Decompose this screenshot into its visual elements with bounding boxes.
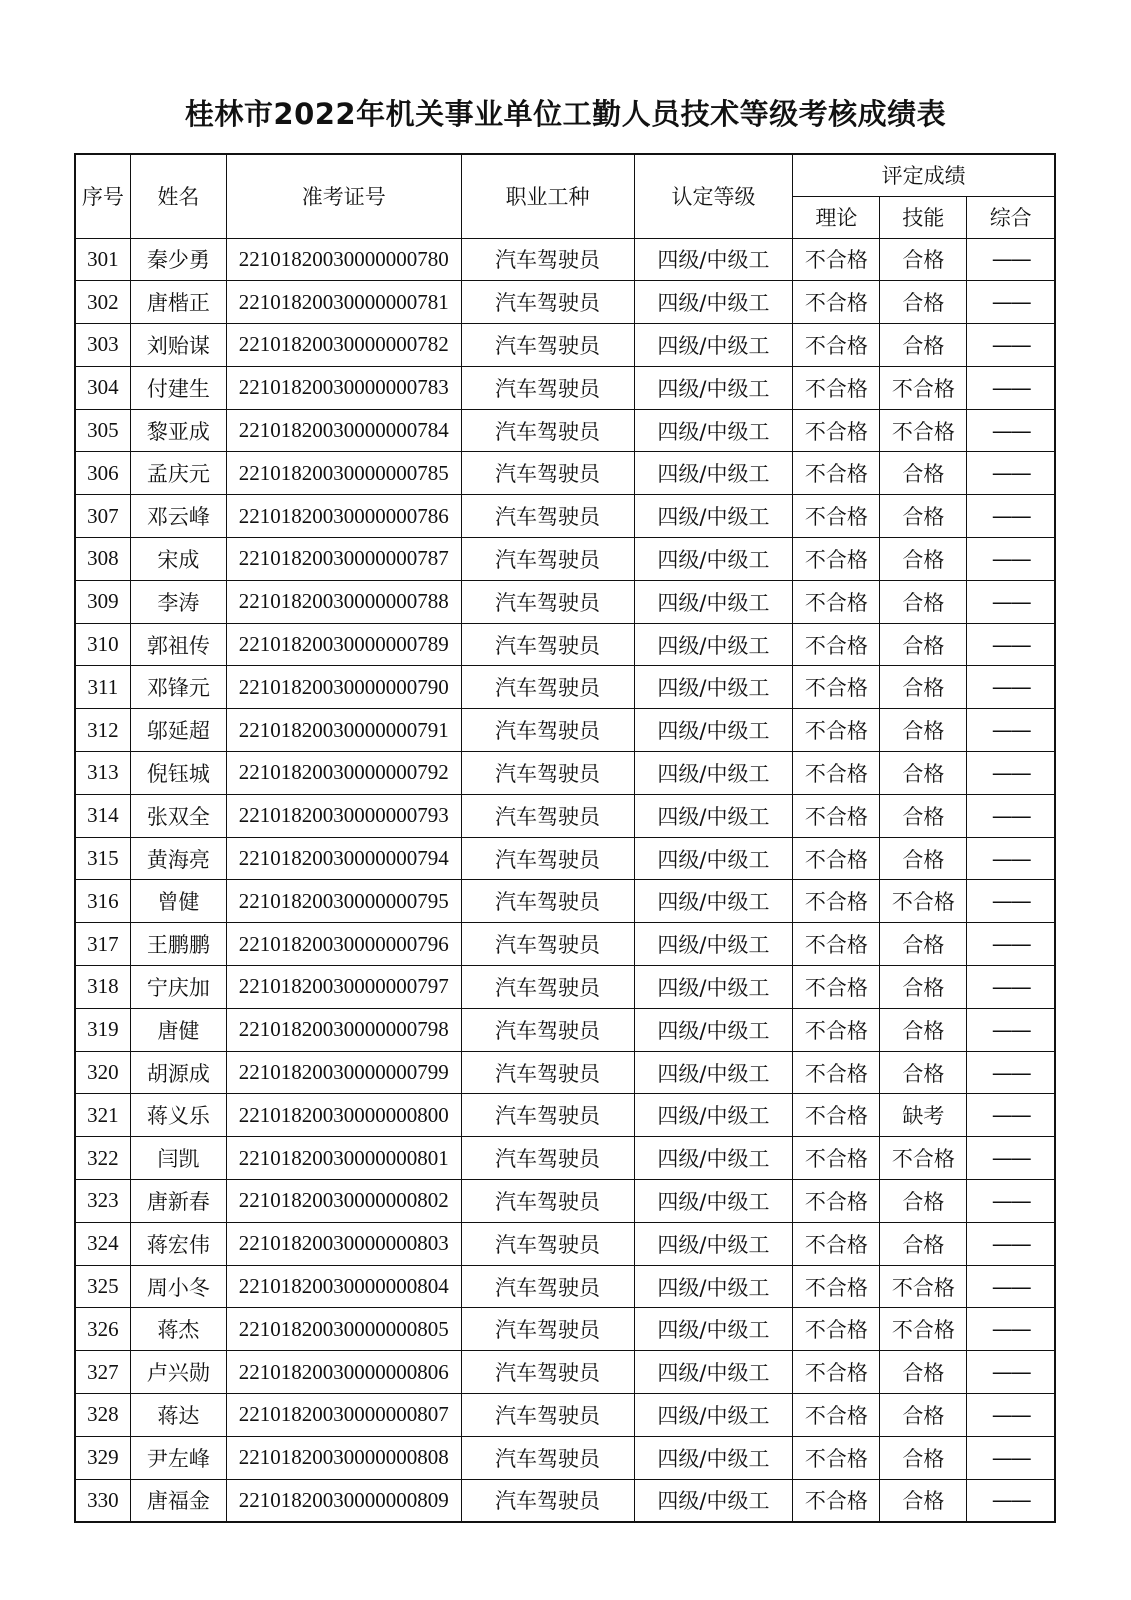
cell-theory: 不合格 bbox=[793, 538, 880, 581]
table-row bbox=[75, 409, 1055, 452]
cell-level: 四级/中级工 bbox=[634, 709, 793, 752]
table-row bbox=[75, 1180, 1055, 1223]
table-row bbox=[75, 1094, 1055, 1137]
cell-seq: 308 bbox=[75, 538, 130, 581]
cell-seq: 316 bbox=[75, 880, 130, 923]
table-row bbox=[75, 1222, 1055, 1265]
table-row bbox=[75, 1008, 1055, 1051]
cell-name: 宋成 bbox=[130, 538, 226, 581]
cell-level: 四级/中级工 bbox=[634, 923, 793, 966]
cell-skill: 合格 bbox=[880, 1479, 967, 1522]
table-row bbox=[75, 752, 1055, 795]
cell-occupation: 汽车驾驶员 bbox=[461, 966, 634, 1009]
cell-theory: 不合格 bbox=[793, 923, 880, 966]
cell-level: 四级/中级工 bbox=[634, 666, 793, 709]
cell-name: 秦少勇 bbox=[130, 238, 226, 281]
cell-occupation: 汽车驾驶员 bbox=[461, 366, 634, 409]
header-occupation: 职业工种 bbox=[461, 154, 634, 238]
cell-theory: 不合格 bbox=[793, 409, 880, 452]
cell-skill: 合格 bbox=[880, 837, 967, 880]
cell-skill: 合格 bbox=[880, 238, 967, 281]
cell-skill: 不合格 bbox=[880, 1265, 967, 1308]
cell-overall: —— bbox=[967, 580, 1055, 623]
table-row bbox=[75, 580, 1055, 623]
table-row bbox=[75, 1137, 1055, 1180]
cell-occupation: 汽车驾驶员 bbox=[461, 623, 634, 666]
cell-overall: —— bbox=[967, 1051, 1055, 1094]
cell-occupation: 汽车驾驶员 bbox=[461, 837, 634, 880]
cell-seq: 314 bbox=[75, 794, 130, 837]
cell-occupation: 汽车驾驶员 bbox=[461, 1094, 634, 1137]
cell-overall: —— bbox=[967, 1351, 1055, 1394]
cell-ticket: 22101820030000000798 bbox=[227, 1008, 462, 1051]
header-score-group: 评定成绩 bbox=[793, 154, 1055, 196]
cell-overall: —— bbox=[967, 1137, 1055, 1180]
cell-ticket: 22101820030000000800 bbox=[227, 1094, 462, 1137]
cell-overall: —— bbox=[967, 1008, 1055, 1051]
table-row bbox=[75, 837, 1055, 880]
cell-skill: 合格 bbox=[880, 452, 967, 495]
cell-skill: 不合格 bbox=[880, 409, 967, 452]
cell-ticket: 22101820030000000801 bbox=[227, 1137, 462, 1180]
cell-name: 蒋宏伟 bbox=[130, 1222, 226, 1265]
cell-name: 唐楷正 bbox=[130, 281, 226, 324]
cell-occupation: 汽车驾驶员 bbox=[461, 1479, 634, 1522]
cell-name: 郭祖传 bbox=[130, 623, 226, 666]
cell-level: 四级/中级工 bbox=[634, 1436, 793, 1479]
cell-ticket: 22101820030000000790 bbox=[227, 666, 462, 709]
cell-skill: 合格 bbox=[880, 709, 967, 752]
cell-skill: 合格 bbox=[880, 623, 967, 666]
cell-occupation: 汽车驾驶员 bbox=[461, 1394, 634, 1437]
cell-skill: 不合格 bbox=[880, 880, 967, 923]
cell-occupation: 汽车驾驶员 bbox=[461, 666, 634, 709]
cell-seq: 328 bbox=[75, 1394, 130, 1437]
cell-name: 唐健 bbox=[130, 1008, 226, 1051]
cell-theory: 不合格 bbox=[793, 1351, 880, 1394]
cell-ticket: 22101820030000000795 bbox=[227, 880, 462, 923]
header-theory: 理论 bbox=[793, 196, 880, 238]
table-row bbox=[75, 1479, 1055, 1522]
cell-seq: 315 bbox=[75, 837, 130, 880]
cell-seq: 312 bbox=[75, 709, 130, 752]
cell-overall: —— bbox=[967, 623, 1055, 666]
cell-name: 倪钰城 bbox=[130, 752, 226, 795]
cell-theory: 不合格 bbox=[793, 1008, 880, 1051]
cell-seq: 318 bbox=[75, 966, 130, 1009]
cell-level: 四级/中级工 bbox=[634, 1265, 793, 1308]
cell-theory: 不合格 bbox=[793, 1180, 880, 1223]
cell-seq: 325 bbox=[75, 1265, 130, 1308]
cell-skill: 缺考 bbox=[880, 1094, 967, 1137]
cell-ticket: 22101820030000000794 bbox=[227, 837, 462, 880]
cell-name: 黄海亮 bbox=[130, 837, 226, 880]
cell-seq: 301 bbox=[75, 238, 130, 281]
cell-overall: —— bbox=[967, 752, 1055, 795]
cell-theory: 不合格 bbox=[793, 1137, 880, 1180]
cell-ticket: 22101820030000000808 bbox=[227, 1436, 462, 1479]
cell-seq: 320 bbox=[75, 1051, 130, 1094]
table-row bbox=[75, 1051, 1055, 1094]
cell-theory: 不合格 bbox=[793, 794, 880, 837]
cell-level: 四级/中级工 bbox=[634, 1008, 793, 1051]
cell-theory: 不合格 bbox=[793, 1265, 880, 1308]
cell-skill: 合格 bbox=[880, 1436, 967, 1479]
cell-ticket: 22101820030000000804 bbox=[227, 1265, 462, 1308]
cell-occupation: 汽车驾驶员 bbox=[461, 1436, 634, 1479]
cell-overall: —— bbox=[967, 709, 1055, 752]
cell-overall: —— bbox=[967, 1394, 1055, 1437]
cell-skill: 合格 bbox=[880, 1222, 967, 1265]
cell-occupation: 汽车驾驶员 bbox=[461, 452, 634, 495]
cell-skill: 合格 bbox=[880, 1008, 967, 1051]
cell-ticket: 22101820030000000807 bbox=[227, 1394, 462, 1437]
cell-seq: 319 bbox=[75, 1008, 130, 1051]
cell-overall: —— bbox=[967, 966, 1055, 1009]
cell-seq: 323 bbox=[75, 1180, 130, 1223]
cell-seq: 309 bbox=[75, 580, 130, 623]
cell-theory: 不合格 bbox=[793, 1051, 880, 1094]
cell-overall: —— bbox=[967, 1265, 1055, 1308]
cell-ticket: 22101820030000000789 bbox=[227, 623, 462, 666]
table-row bbox=[75, 452, 1055, 495]
table-row bbox=[75, 1436, 1055, 1479]
cell-name: 蒋杰 bbox=[130, 1308, 226, 1351]
table-row bbox=[75, 366, 1055, 409]
cell-ticket: 22101820030000000788 bbox=[227, 580, 462, 623]
cell-level: 四级/中级工 bbox=[634, 238, 793, 281]
cell-ticket: 22101820030000000781 bbox=[227, 281, 462, 324]
cell-skill: 合格 bbox=[880, 495, 967, 538]
cell-skill: 合格 bbox=[880, 1051, 967, 1094]
cell-skill: 合格 bbox=[880, 752, 967, 795]
cell-overall: —— bbox=[967, 538, 1055, 581]
cell-overall: —— bbox=[967, 880, 1055, 923]
cell-skill: 合格 bbox=[880, 966, 967, 1009]
cell-theory: 不合格 bbox=[793, 1308, 880, 1351]
cell-name: 闫凯 bbox=[130, 1137, 226, 1180]
table-row bbox=[75, 923, 1055, 966]
cell-ticket: 22101820030000000786 bbox=[227, 495, 462, 538]
cell-skill: 合格 bbox=[880, 324, 967, 367]
cell-seq: 305 bbox=[75, 409, 130, 452]
cell-seq: 304 bbox=[75, 366, 130, 409]
cell-level: 四级/中级工 bbox=[634, 1479, 793, 1522]
cell-ticket: 22101820030000000785 bbox=[227, 452, 462, 495]
table-row bbox=[75, 1265, 1055, 1308]
cell-overall: —— bbox=[967, 1436, 1055, 1479]
cell-name: 胡源成 bbox=[130, 1051, 226, 1094]
cell-ticket: 22101820030000000805 bbox=[227, 1308, 462, 1351]
cell-skill: 合格 bbox=[880, 281, 967, 324]
cell-ticket: 22101820030000000803 bbox=[227, 1222, 462, 1265]
table-row bbox=[75, 794, 1055, 837]
cell-level: 四级/中级工 bbox=[634, 580, 793, 623]
header-overall: 综合 bbox=[967, 196, 1055, 238]
cell-name: 邓云峰 bbox=[130, 495, 226, 538]
cell-name: 尹左峰 bbox=[130, 1436, 226, 1479]
cell-theory: 不合格 bbox=[793, 324, 880, 367]
table-row bbox=[75, 538, 1055, 581]
cell-occupation: 汽车驾驶员 bbox=[461, 324, 634, 367]
cell-skill: 不合格 bbox=[880, 366, 967, 409]
cell-ticket: 22101820030000000783 bbox=[227, 366, 462, 409]
cell-level: 四级/中级工 bbox=[634, 1308, 793, 1351]
table-body bbox=[75, 238, 1055, 1522]
cell-theory: 不合格 bbox=[793, 1394, 880, 1437]
cell-seq: 310 bbox=[75, 623, 130, 666]
cell-theory: 不合格 bbox=[793, 880, 880, 923]
cell-occupation: 汽车驾驶员 bbox=[461, 880, 634, 923]
table-row bbox=[75, 623, 1055, 666]
cell-occupation: 汽车驾驶员 bbox=[461, 1351, 634, 1394]
cell-theory: 不合格 bbox=[793, 366, 880, 409]
cell-name: 刘贻谋 bbox=[130, 324, 226, 367]
cell-occupation: 汽车驾驶员 bbox=[461, 1008, 634, 1051]
cell-skill: 不合格 bbox=[880, 1308, 967, 1351]
header-ticket: 准考证号 bbox=[227, 154, 462, 238]
cell-name: 蒋义乐 bbox=[130, 1094, 226, 1137]
cell-name: 卢兴勋 bbox=[130, 1351, 226, 1394]
cell-level: 四级/中级工 bbox=[634, 495, 793, 538]
cell-skill: 合格 bbox=[880, 1394, 967, 1437]
cell-ticket: 22101820030000000806 bbox=[227, 1351, 462, 1394]
cell-skill: 合格 bbox=[880, 794, 967, 837]
cell-occupation: 汽车驾驶员 bbox=[461, 495, 634, 538]
table-row bbox=[75, 324, 1055, 367]
cell-occupation: 汽车驾驶员 bbox=[461, 1222, 634, 1265]
cell-theory: 不合格 bbox=[793, 281, 880, 324]
cell-skill: 合格 bbox=[880, 1351, 967, 1394]
cell-skill: 不合格 bbox=[880, 1137, 967, 1180]
table-row bbox=[75, 880, 1055, 923]
cell-skill: 合格 bbox=[880, 923, 967, 966]
cell-seq: 313 bbox=[75, 752, 130, 795]
cell-overall: —— bbox=[967, 1094, 1055, 1137]
cell-ticket: 22101820030000000809 bbox=[227, 1479, 462, 1522]
cell-theory: 不合格 bbox=[793, 580, 880, 623]
cell-occupation: 汽车驾驶员 bbox=[461, 752, 634, 795]
cell-theory: 不合格 bbox=[793, 709, 880, 752]
cell-name: 孟庆元 bbox=[130, 452, 226, 495]
cell-name: 李涛 bbox=[130, 580, 226, 623]
cell-name: 张双全 bbox=[130, 794, 226, 837]
cell-level: 四级/中级工 bbox=[634, 452, 793, 495]
cell-ticket: 22101820030000000802 bbox=[227, 1180, 462, 1223]
table-row bbox=[75, 1308, 1055, 1351]
cell-seq: 321 bbox=[75, 1094, 130, 1137]
cell-level: 四级/中级工 bbox=[634, 324, 793, 367]
table-row bbox=[75, 281, 1055, 324]
cell-seq: 330 bbox=[75, 1479, 130, 1522]
cell-occupation: 汽车驾驶员 bbox=[461, 409, 634, 452]
cell-seq: 329 bbox=[75, 1436, 130, 1479]
cell-level: 四级/中级工 bbox=[634, 409, 793, 452]
cell-seq: 306 bbox=[75, 452, 130, 495]
cell-occupation: 汽车驾驶员 bbox=[461, 1308, 634, 1351]
cell-overall: —— bbox=[967, 1222, 1055, 1265]
header-skill: 技能 bbox=[880, 196, 967, 238]
page-title: 桂林市2022年机关事业单位工勤人员技术等级考核成绩表 bbox=[184, 97, 947, 131]
cell-occupation: 汽车驾驶员 bbox=[461, 1180, 634, 1223]
cell-theory: 不合格 bbox=[793, 495, 880, 538]
cell-name: 邓锋元 bbox=[130, 666, 226, 709]
cell-ticket: 22101820030000000793 bbox=[227, 794, 462, 837]
cell-seq: 327 bbox=[75, 1351, 130, 1394]
cell-level: 四级/中级工 bbox=[634, 752, 793, 795]
cell-seq: 307 bbox=[75, 495, 130, 538]
cell-level: 四级/中级工 bbox=[634, 1051, 793, 1094]
header-level: 认定等级 bbox=[634, 154, 793, 238]
cell-theory: 不合格 bbox=[793, 966, 880, 1009]
cell-name: 唐福金 bbox=[130, 1479, 226, 1522]
cell-occupation: 汽车驾驶员 bbox=[461, 1137, 634, 1180]
table-row bbox=[75, 238, 1055, 281]
cell-seq: 303 bbox=[75, 324, 130, 367]
cell-level: 四级/中级工 bbox=[634, 1137, 793, 1180]
cell-seq: 326 bbox=[75, 1308, 130, 1351]
cell-theory: 不合格 bbox=[793, 623, 880, 666]
cell-level: 四级/中级工 bbox=[634, 966, 793, 1009]
cell-overall: —— bbox=[967, 794, 1055, 837]
cell-overall: —— bbox=[967, 409, 1055, 452]
cell-level: 四级/中级工 bbox=[634, 837, 793, 880]
cell-skill: 合格 bbox=[880, 538, 967, 581]
cell-theory: 不合格 bbox=[793, 837, 880, 880]
cell-level: 四级/中级工 bbox=[634, 880, 793, 923]
cell-occupation: 汽车驾驶员 bbox=[461, 238, 634, 281]
cell-overall: —— bbox=[967, 666, 1055, 709]
cell-theory: 不合格 bbox=[793, 452, 880, 495]
cell-ticket: 22101820030000000784 bbox=[227, 409, 462, 452]
cell-level: 四级/中级工 bbox=[634, 623, 793, 666]
cell-name: 宁庆加 bbox=[130, 966, 226, 1009]
cell-name: 周小冬 bbox=[130, 1265, 226, 1308]
cell-level: 四级/中级工 bbox=[634, 1394, 793, 1437]
cell-name: 蒋达 bbox=[130, 1394, 226, 1437]
cell-name: 付建生 bbox=[130, 366, 226, 409]
cell-name: 曾健 bbox=[130, 880, 226, 923]
cell-ticket: 22101820030000000797 bbox=[227, 966, 462, 1009]
cell-theory: 不合格 bbox=[793, 1094, 880, 1137]
cell-occupation: 汽车驾驶员 bbox=[461, 923, 634, 966]
cell-ticket: 22101820030000000792 bbox=[227, 752, 462, 795]
cell-theory: 不合格 bbox=[793, 752, 880, 795]
table-row bbox=[75, 1351, 1055, 1394]
cell-theory: 不合格 bbox=[793, 666, 880, 709]
cell-overall: —— bbox=[967, 281, 1055, 324]
cell-occupation: 汽车驾驶员 bbox=[461, 580, 634, 623]
cell-occupation: 汽车驾驶员 bbox=[461, 794, 634, 837]
cell-overall: —— bbox=[967, 837, 1055, 880]
table-row bbox=[75, 966, 1055, 1009]
cell-level: 四级/中级工 bbox=[634, 1351, 793, 1394]
cell-overall: —— bbox=[967, 452, 1055, 495]
cell-level: 四级/中级工 bbox=[634, 366, 793, 409]
cell-name: 王鹏鹏 bbox=[130, 923, 226, 966]
cell-level: 四级/中级工 bbox=[634, 538, 793, 581]
cell-ticket: 22101820030000000799 bbox=[227, 1051, 462, 1094]
cell-occupation: 汽车驾驶员 bbox=[461, 538, 634, 581]
cell-overall: —— bbox=[967, 1180, 1055, 1223]
cell-overall: —— bbox=[967, 238, 1055, 281]
header-name: 姓名 bbox=[130, 154, 226, 238]
cell-overall: —— bbox=[967, 1479, 1055, 1522]
cell-ticket: 22101820030000000796 bbox=[227, 923, 462, 966]
cell-occupation: 汽车驾驶员 bbox=[461, 709, 634, 752]
cell-name: 唐新春 bbox=[130, 1180, 226, 1223]
cell-ticket: 22101820030000000782 bbox=[227, 324, 462, 367]
cell-level: 四级/中级工 bbox=[634, 281, 793, 324]
cell-theory: 不合格 bbox=[793, 1479, 880, 1522]
cell-level: 四级/中级工 bbox=[634, 1222, 793, 1265]
table-row bbox=[75, 666, 1055, 709]
cell-level: 四级/中级工 bbox=[634, 794, 793, 837]
cell-level: 四级/中级工 bbox=[634, 1094, 793, 1137]
cell-name: 邬延超 bbox=[130, 709, 226, 752]
cell-name: 黎亚成 bbox=[130, 409, 226, 452]
cell-seq: 322 bbox=[75, 1137, 130, 1180]
cell-ticket: 22101820030000000791 bbox=[227, 709, 462, 752]
cell-overall: —— bbox=[967, 1308, 1055, 1351]
score-table bbox=[74, 153, 1056, 1523]
cell-seq: 317 bbox=[75, 923, 130, 966]
cell-occupation: 汽车驾驶员 bbox=[461, 281, 634, 324]
table-row bbox=[75, 709, 1055, 752]
cell-skill: 合格 bbox=[880, 1180, 967, 1223]
table-row bbox=[75, 1394, 1055, 1437]
cell-overall: —— bbox=[967, 324, 1055, 367]
cell-seq: 324 bbox=[75, 1222, 130, 1265]
cell-theory: 不合格 bbox=[793, 238, 880, 281]
cell-seq: 311 bbox=[75, 666, 130, 709]
cell-skill: 合格 bbox=[880, 666, 967, 709]
table-row bbox=[75, 495, 1055, 538]
cell-skill: 合格 bbox=[880, 580, 967, 623]
cell-level: 四级/中级工 bbox=[634, 1180, 793, 1223]
cell-theory: 不合格 bbox=[793, 1222, 880, 1265]
cell-ticket: 22101820030000000780 bbox=[227, 238, 462, 281]
cell-overall: —— bbox=[967, 923, 1055, 966]
cell-occupation: 汽车驾驶员 bbox=[461, 1265, 634, 1308]
cell-theory: 不合格 bbox=[793, 1436, 880, 1479]
cell-overall: —— bbox=[967, 366, 1055, 409]
cell-seq: 302 bbox=[75, 281, 130, 324]
cell-ticket: 22101820030000000787 bbox=[227, 538, 462, 581]
cell-occupation: 汽车驾驶员 bbox=[461, 1051, 634, 1094]
cell-overall: —— bbox=[967, 495, 1055, 538]
header-seq: 序号 bbox=[75, 154, 130, 238]
